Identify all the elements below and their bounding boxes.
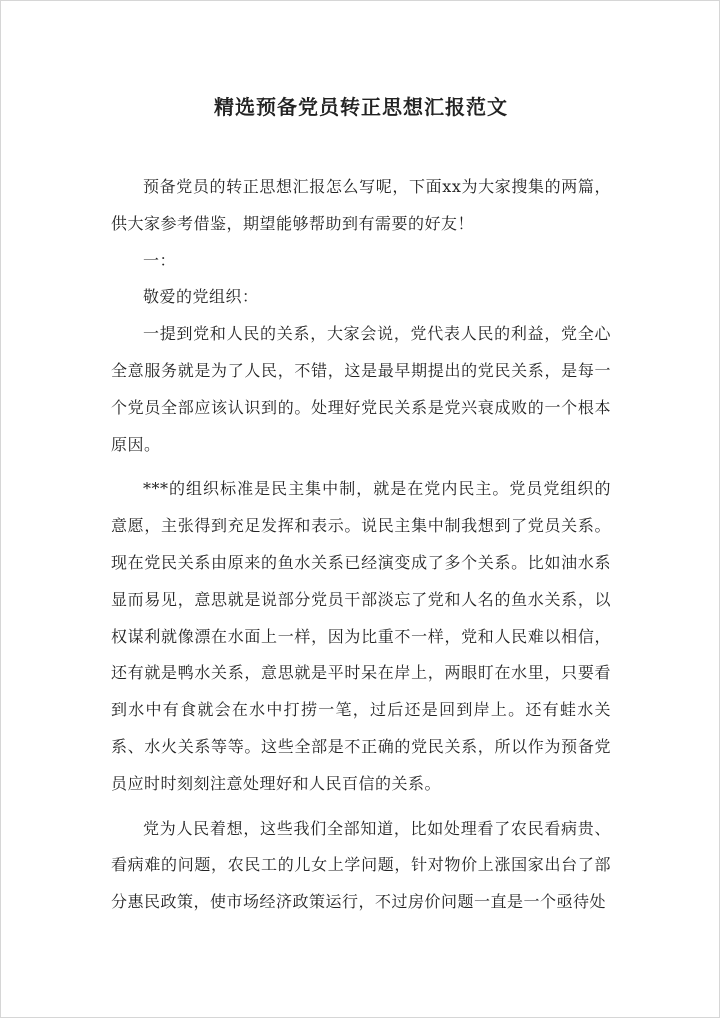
salutation: 敬爱的党组织： (143, 287, 259, 307)
body-paragraph-2: ***的组织标准是民主集中制，就是在党内民主。党员党组织的意愿，主张得到充足发挥和表示。说民主集中制我想到了党员关系。现在党民关系由原来的鱼水关系已经演变成了多个关系。比如油水系显而易见，意思就是说部分党员干部淡忘了党和人名的鱼水关系，以权谋利就像漂在水面上一样，因为比重不一样，党和人民难以相信，还有就是鸭水关系，意思就是平时呆在岸上，两眼盯在水里，只要看到水中有食就会在水中打捞一笔，过后还是回到岸上。还有蛙水关系、水火关系等等。这些全部是不正确的党民关系，所以作为预备党员应时时刻刻注意处理好和人民百信的关系。 (111, 479, 611, 793)
document-title: 精选预备党员转正思想汇报范文 (214, 95, 508, 119)
body-paragraph-1: 一提到党和人民的关系，大家会说，党代表人民的利益，党全心全意服务就是为了人民，不错，这是最早期提出的党民关系，是每一个党员全部应该认识到的。处理好党民关系是党兴衰成败的一个根本原因。 (111, 324, 611, 454)
section-number: 一： (143, 250, 177, 270)
document-body (111, 169, 611, 921)
body-paragraph-3: 党为人民着想，这些我们全部知道，比如处理看了农民看病贵、看病难的问题，农民工的儿女上学问题，针对物价上涨国家出台了部分惠民政策，使市场经济政策运行，不过房价问题一直是一个亟待处 (111, 818, 611, 912)
intro-paragraph: 预备党员的转正思想汇报怎么写呢，下面xx为大家搜集的两篇，供大家参考借鉴，期望能够帮助到有需要的好友！ (111, 177, 611, 233)
